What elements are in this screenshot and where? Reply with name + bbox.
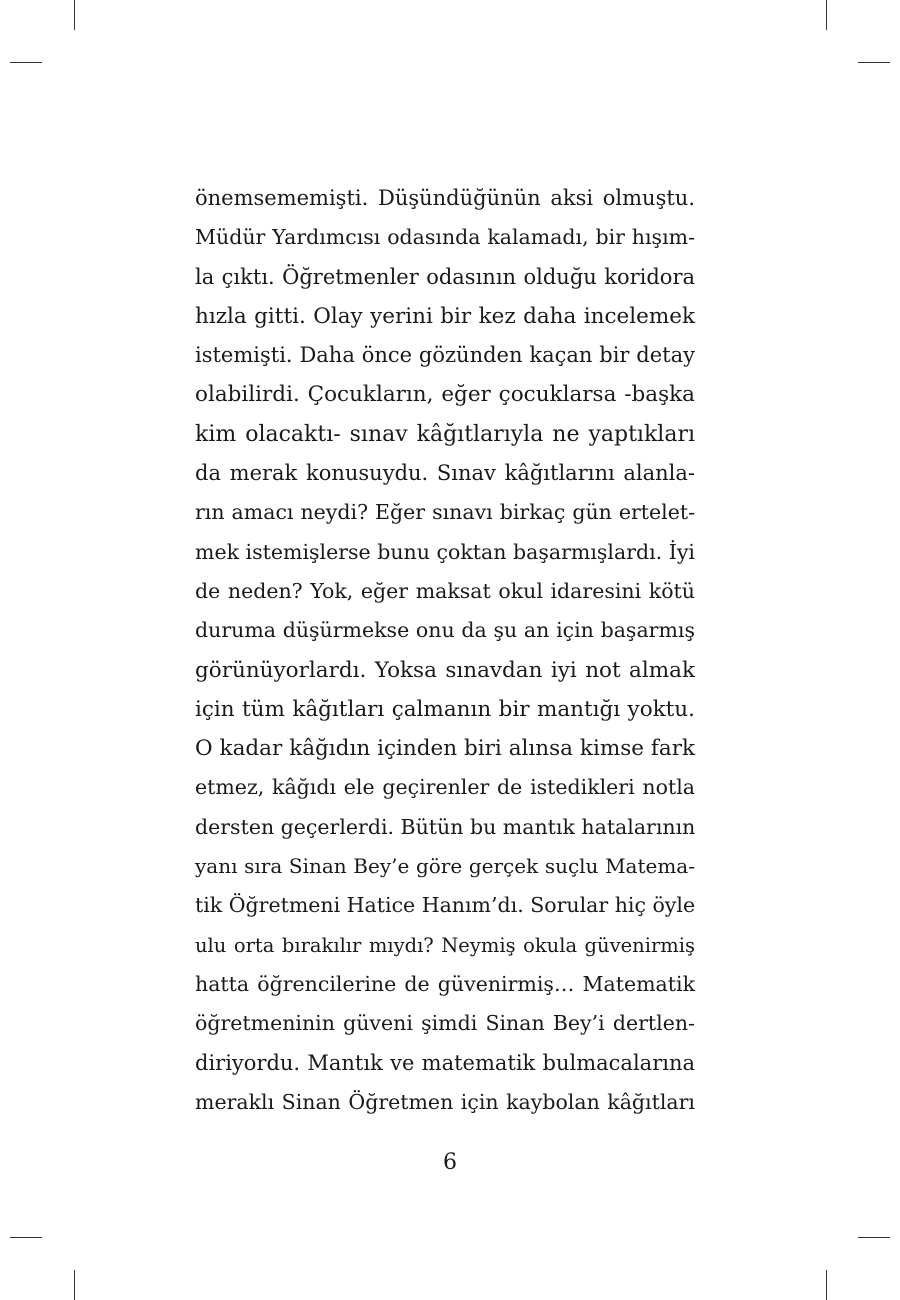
crop-mark-top-right xyxy=(826,0,827,30)
crop-mark-bottom-right xyxy=(826,1270,827,1300)
text-line: Müdür Yardımcısı odasında kalamadı, bir hışım- xyxy=(195,225,695,250)
crop-mark-right-upper xyxy=(858,62,890,63)
text-line: meraklı Sinan Öğretmen için kaybolan kâğıtları xyxy=(195,1089,695,1114)
text-line: da merak konusuydu. Sınav kâğıtlarını alanla- xyxy=(195,461,695,486)
crop-mark-bottom-left xyxy=(74,1270,75,1300)
text-line: mek istemişlerse bunu çoktan başarmışlardı. İyi xyxy=(195,539,695,564)
text-line: dersten geçerlerdi. Bütün bu mantık hatalarının xyxy=(195,814,696,839)
text-line: için tüm kâğıtları çalmanın bir mantığı yoktu. xyxy=(195,696,695,722)
text-line: de neden? Yok, eğer maksat okul idaresini kötü xyxy=(195,578,695,603)
text-line: olabilirdi. Çocukların, eğer çocuklarsa -başka xyxy=(195,382,695,408)
text-line: tik Öğretmeni Hatice Hanım’dı. Sorular hiç öyle xyxy=(195,893,696,918)
text-line: görünüyorlardı. Yoksa sınavdan iyi not almak xyxy=(195,657,695,683)
text-line: rın amacı neydi? Eğer sınavı birkaç gün ertelet- xyxy=(195,500,695,525)
text-line: hatta öğrencilerine de güvenirmiş… Matematik xyxy=(195,971,695,996)
text-line: ulu orta bırakılır mıydı? Neymiş okula güvenirmiş xyxy=(195,933,695,957)
text-line: hızla gitti. Olay yerini bir kez daha incelemek xyxy=(195,303,695,329)
text-line: la çıktı. Öğretmenler odasının olduğu koridora xyxy=(195,264,695,289)
text-line: duruma düşürmekse onu da şu an için başarmış xyxy=(195,618,695,643)
crop-mark-right-lower xyxy=(858,1237,890,1238)
crop-mark-top-left xyxy=(74,0,75,30)
crop-mark-left-upper xyxy=(10,62,42,63)
text-line: etmez, kâğıdı ele geçirenler de istedikleri notla xyxy=(195,775,695,800)
text-line: öğretmeninin güveni şimdi Sinan Bey’i dertlen- xyxy=(195,1011,695,1036)
text-line: istemişti. Daha önce gözünden kaçan bir detay xyxy=(195,343,695,368)
crop-mark-left-lower xyxy=(10,1237,42,1238)
body-text xyxy=(195,179,695,1122)
text-line: yanı sıra Sinan Bey’e göre gerçek suçlu Matema- xyxy=(195,854,695,879)
text-line: O kadar kâğıdın içinden biri alınsa kimse fark xyxy=(195,736,695,762)
page-number: 6 xyxy=(443,1150,457,1175)
text-line: önemsememişti. Düşündüğünün aksi olmuştu. xyxy=(195,186,695,210)
text-line: diriyordu. Mantık ve matematik bulmacalarına xyxy=(195,1050,695,1075)
text-line: kim olacaktı- sınav kâğıtlarıyla ne yaptıkları xyxy=(195,421,695,447)
